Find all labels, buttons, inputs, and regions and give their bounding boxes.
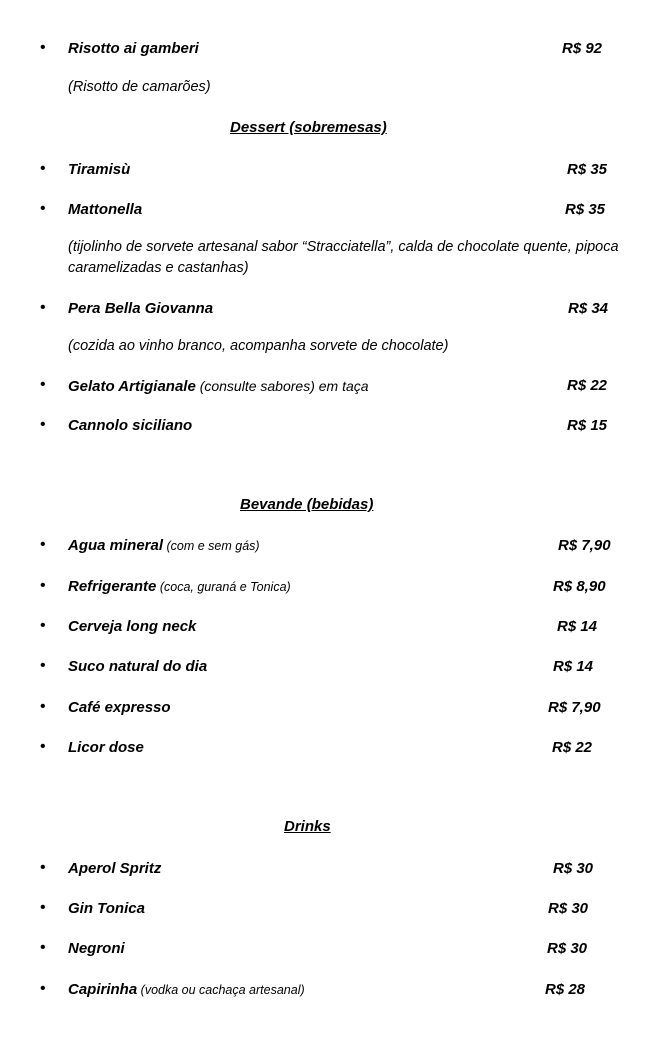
menu-item-negroni <box>0 938 666 962</box>
item-name: Aperol Spritz <box>68 860 162 877</box>
menu-item-cerveja <box>0 616 666 640</box>
item-price: R$ 15 <box>567 417 608 434</box>
bullet: • <box>40 738 46 755</box>
item-price: R$ 34 <box>568 300 609 317</box>
bullet: • <box>40 577 46 594</box>
item-name: Pera Bella Giovanna <box>68 300 214 317</box>
item-price: R$ 30 <box>553 860 594 877</box>
bullet: • <box>40 657 46 674</box>
menu-item-mattonella <box>0 199 666 223</box>
item-price: R$ 35 <box>567 161 608 178</box>
item-price: R$ 22 <box>552 739 593 756</box>
item-price: R$ 7,90 <box>548 699 601 716</box>
item-price: R$ 35 <box>565 201 606 218</box>
item-name-with-note <box>68 980 305 1000</box>
bullet: • <box>40 698 46 715</box>
item-note: (coca, guraná e Tonica) <box>156 580 291 594</box>
bullet: • <box>40 617 46 634</box>
menu-item-suco <box>0 656 666 680</box>
item-note: (consulte sabores) em taça <box>195 378 369 394</box>
menu-item-gelato <box>0 375 666 399</box>
menu-item-refrigerante <box>0 576 666 600</box>
item-price: R$ 14 <box>557 618 598 635</box>
item-name: Refrigerante <box>68 578 157 595</box>
bullet: • <box>40 160 46 177</box>
item-name: Mattonella <box>68 201 143 218</box>
item-name-with-note <box>68 376 369 397</box>
menu-item-licor <box>0 737 666 761</box>
item-name-with-note <box>68 536 260 556</box>
menu-item-cannolo <box>0 415 666 439</box>
bullet: • <box>40 536 46 553</box>
item-name: Café expresso <box>68 699 171 716</box>
item-price: R$ 28 <box>545 981 586 998</box>
menu-item-aperol <box>0 858 666 882</box>
item-price: R$ 14 <box>553 658 594 675</box>
menu-item-capirinha <box>0 979 666 1003</box>
section-heading-bevande: Bevande (bebidas) <box>240 496 374 513</box>
item-name: Capirinha <box>68 981 138 998</box>
item-price: R$ 7,90 <box>558 537 611 554</box>
menu-item-tiramisu <box>0 159 666 183</box>
menu-item-agua <box>0 535 666 559</box>
section-heading-dessert: Dessert (sobremesas) <box>230 119 387 136</box>
bullet: • <box>40 939 46 956</box>
bullet: • <box>40 416 46 433</box>
item-note: (vodka ou cachaça artesanal) <box>137 983 305 997</box>
menu-item-cafe <box>0 697 666 721</box>
item-price: R$ 92 <box>562 40 603 57</box>
item-name: Gelato Artigianale <box>68 378 196 395</box>
item-name: Agua mineral <box>68 537 164 554</box>
bullet: • <box>40 39 46 56</box>
item-name: Cerveja long neck <box>68 618 197 635</box>
item-price: R$ 22 <box>567 377 608 394</box>
bullet: • <box>40 859 46 876</box>
bullet: • <box>40 200 46 217</box>
item-description: (Risotto de camarões) <box>68 79 211 95</box>
item-note: (com e sem gás) <box>163 539 260 553</box>
item-price: R$ 30 <box>547 940 588 957</box>
item-description: (tijolinho de sorvete artesanal sabor “Stracciatella”, calda de chocolate quente, pipoca caramelizadas e castanhas) <box>68 239 619 276</box>
bullet: • <box>40 899 46 916</box>
item-name-with-note <box>68 577 291 597</box>
item-price: R$ 30 <box>548 900 589 917</box>
bullet: • <box>40 980 46 997</box>
item-name: Cannolo siciliano <box>68 417 193 434</box>
bullet: • <box>40 376 46 393</box>
item-name: Gin Tonica <box>68 900 145 917</box>
item-price: R$ 8,90 <box>553 578 606 595</box>
item-description: (cozida ao vinho branco, acompanha sorvete de chocolate) <box>68 338 449 354</box>
menu-item-pera <box>0 298 666 322</box>
menu-item-risotto <box>0 38 666 62</box>
item-name: Suco natural do dia <box>68 658 208 675</box>
bullet: • <box>40 299 46 316</box>
item-name: Risotto ai gamberi <box>68 40 199 57</box>
item-name: Tiramisù <box>68 161 131 178</box>
menu-item-gin <box>0 898 666 922</box>
item-name: Licor dose <box>68 739 144 756</box>
section-heading-drinks: Drinks <box>284 818 331 835</box>
item-name: Negroni <box>68 940 125 957</box>
